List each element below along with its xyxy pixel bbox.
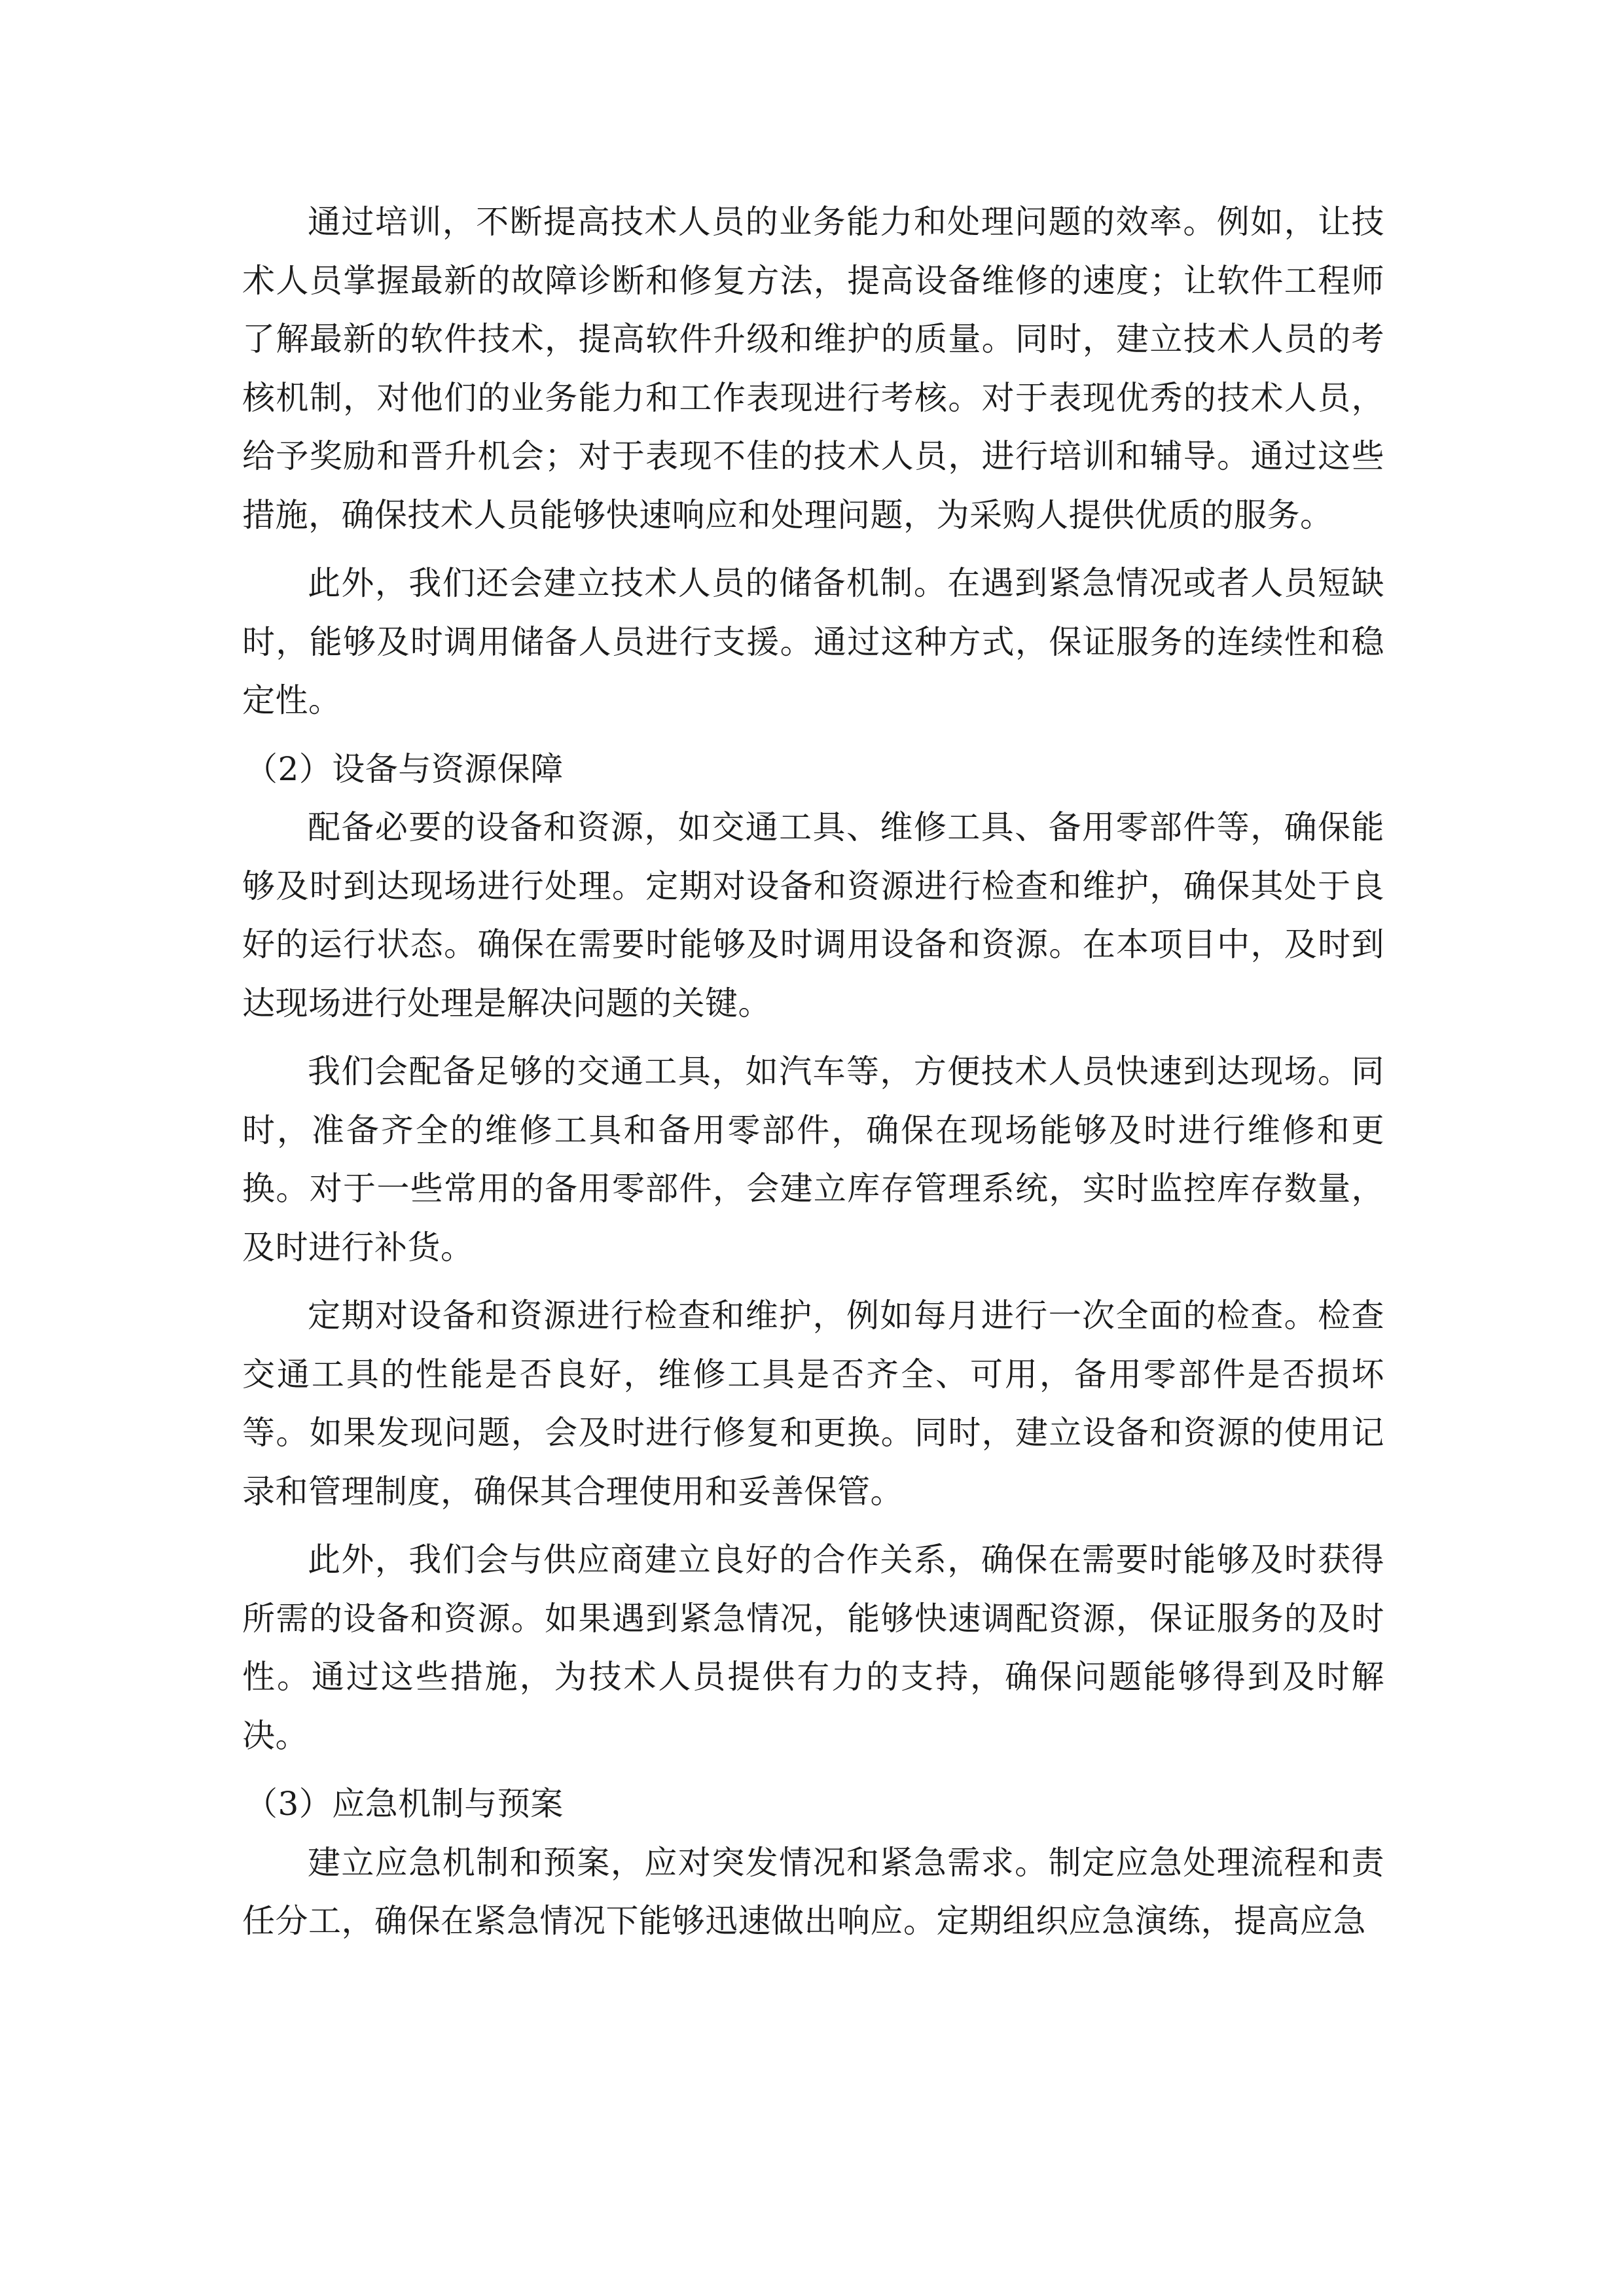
section-heading-emergency: （3）应急机制与预案 [245, 1785, 564, 1823]
paragraph-training: 通过培训，不断提高技术人员的业务能力和处理问题的效率。例如，让技术人员掌握最新的故障诊断和修复方法，提高设备维修的速度；让软件工程师了解最新的软件技术，提高软件升级和维护的质量。同时，建立技术人员的考核机制，对他们的业务能力和工作表现进行考核。对于表现优秀的技术人员，给予奖励和晋升机会；对于表现不佳的技术人员，进行培训和辅导。通过这些措施，确保技术人员能够快速响应和处理问题，为采购人提供优质的服务。 [242, 203, 1384, 534]
paragraph-emergency-plan: 建立应急机制和预案，应对突发情况和紧急需求。制定应急处理流程和责任分工，确保在紧急情况下能够迅速做出响应。定期组织应急演练，提高应急 [242, 1843, 1384, 1940]
paragraph-equipment-resources: 配备必要的设备和资源，如交通工具、维修工具、备用零部件等，确保能够及时到达现场进行处理。定期对设备和资源进行检查和维护，确保其处于良好的运行状态。确保在需要时能够及时调用设备和资源。在本项目中，及时到达现场进行处理是解决问题的关键。 [242, 808, 1384, 1022]
paragraph-suppliers: 此外，我们会与供应商建立良好的合作关系，确保在需要时能够及时获得所需的设备和资源。如果遇到紧急情况，能够快速调配资源，保证服务的及时性。通过这些措施，为技术人员提供有力的支持，确保问题能够得到及时解决。 [242, 1541, 1384, 1755]
paragraph-reserve-mechanism: 此外，我们还会建立技术人员的储备机制。在遇到紧急情况或者人员短缺时，能够及时调用储备人员进行支援。通过这种方式，保证服务的连续性和稳定性。 [242, 564, 1384, 719]
document-body [242, 193, 1384, 1961]
paragraph-inspection: 定期对设备和资源进行检查和维护，例如每月进行一次全面的检查。检查交通工具的性能是否良好，维修工具是否齐全、可用，备用零部件是否损坏等。如果发现问题，会及时进行修复和更换。同时，建立设备和资源的使用记录和管理制度，确保其合理使用和妥善保管。 [242, 1297, 1384, 1511]
section-heading-equipment: （2）设备与资源保障 [245, 749, 564, 788]
paragraph-transport-tools: 我们会配备足够的交通工具，如汽车等，方便技术人员快速到达现场。同时，准备齐全的维修工具和备用零部件，确保在现场能够及时进行维修和更换。对于一些常用的备用零部件，会建立库存管理系统，实时监控库存数量，及时进行补货。 [242, 1052, 1384, 1266]
